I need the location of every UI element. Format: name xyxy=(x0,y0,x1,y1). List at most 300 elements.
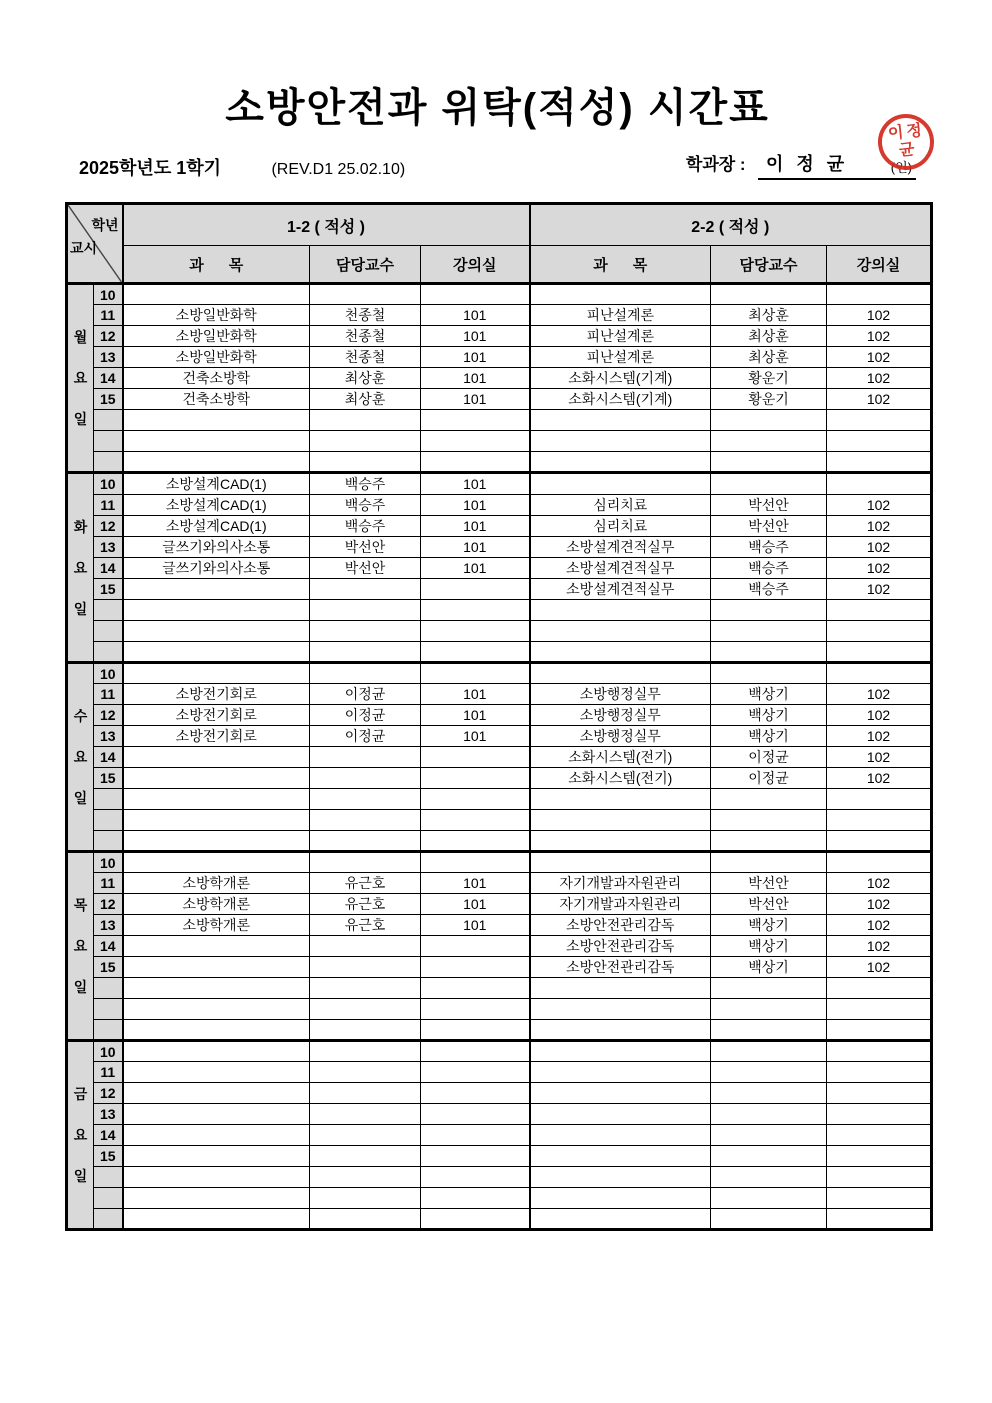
corner-cell xyxy=(67,204,123,284)
timetable xyxy=(65,202,933,1231)
professor-1-2 xyxy=(310,1104,421,1125)
day-char: 목 xyxy=(73,897,88,913)
professor-2-2 xyxy=(711,1062,827,1083)
day-label xyxy=(67,663,94,852)
subject-2-2: 소방설계견적실무 xyxy=(530,579,711,600)
subject-2-2 xyxy=(530,473,711,495)
professor-1-2 xyxy=(310,957,421,978)
period-cell: 12 xyxy=(94,326,123,347)
subject-1-2: 소방일반화학 xyxy=(123,305,310,326)
room-1-2 xyxy=(421,936,530,957)
period-cell xyxy=(94,1188,123,1209)
professor-1-2: 유근호 xyxy=(310,915,421,936)
professor-1-2 xyxy=(310,431,421,452)
seal-char: 정 xyxy=(905,122,923,142)
professor-1-2 xyxy=(310,1062,421,1083)
schedule-row xyxy=(67,305,932,326)
subject-1-2: 소방학개론 xyxy=(123,873,310,894)
professor-2-2: 박선안 xyxy=(711,894,827,915)
revision-label: (REV.D1 25.02.10) xyxy=(271,161,406,178)
room-1-2 xyxy=(421,284,530,305)
professor-2-2: 최상훈 xyxy=(711,305,827,326)
group-header-2-2: 2-2 ( 적성 ) xyxy=(530,204,932,246)
professor-2-2 xyxy=(711,452,827,473)
period-cell: 13 xyxy=(94,915,123,936)
room-1-2 xyxy=(421,642,530,663)
col-header-room-2: 강의실 xyxy=(827,246,932,284)
subject-2-2 xyxy=(530,642,711,663)
room-1-2 xyxy=(421,1104,530,1125)
period-cell xyxy=(94,810,123,831)
day-char: 일 xyxy=(73,1168,88,1184)
room-2-2: 102 xyxy=(827,516,932,537)
professor-2-2: 박선안 xyxy=(711,516,827,537)
subject-2-2 xyxy=(530,431,711,452)
period-cell: 15 xyxy=(94,579,123,600)
professor-2-2 xyxy=(711,978,827,999)
subject-1-2 xyxy=(123,1020,310,1041)
schedule-row xyxy=(67,452,932,473)
period-cell: 15 xyxy=(94,768,123,789)
schedule-row xyxy=(67,789,932,810)
schedule-row xyxy=(67,495,932,516)
schedule-row xyxy=(67,936,932,957)
schedule-row xyxy=(67,831,932,852)
professor-1-2 xyxy=(310,621,421,642)
professor-1-2 xyxy=(310,1020,421,1041)
subject-1-2 xyxy=(123,1125,310,1146)
col-header-subject-2: 과 목 xyxy=(530,246,711,284)
schedule-row xyxy=(67,1041,932,1062)
room-1-2 xyxy=(421,1083,530,1104)
subject-2-2 xyxy=(530,1041,711,1062)
room-2-2 xyxy=(827,789,932,810)
subject-1-2: 건축소방학 xyxy=(123,368,310,389)
day-label xyxy=(67,284,94,473)
room-1-2: 101 xyxy=(421,368,530,389)
subject-1-2: 소방설계CAD(1) xyxy=(123,473,310,495)
professor-1-2 xyxy=(310,978,421,999)
room-1-2: 101 xyxy=(421,305,530,326)
subject-2-2: 소방행정실무 xyxy=(530,684,711,705)
professor-2-2: 백상기 xyxy=(711,705,827,726)
room-2-2 xyxy=(827,284,932,305)
professor-1-2 xyxy=(310,1167,421,1188)
day-label xyxy=(67,852,94,1041)
room-2-2 xyxy=(827,621,932,642)
day-char: 요 xyxy=(73,938,88,954)
period-cell: 10 xyxy=(94,1041,123,1062)
period-cell xyxy=(94,999,123,1020)
professor-2-2 xyxy=(711,831,827,852)
subject-2-2 xyxy=(530,789,711,810)
subject-2-2 xyxy=(530,831,711,852)
room-1-2: 101 xyxy=(421,684,530,705)
subject-2-2 xyxy=(530,452,711,473)
subject-1-2: 소방전기회로 xyxy=(123,726,310,747)
schedule-row xyxy=(67,684,932,705)
page-title: 소방안전과 위탁(적성) 시간표 xyxy=(225,86,770,130)
subject-2-2: 심리치료 xyxy=(530,495,711,516)
room-2-2: 102 xyxy=(827,957,932,978)
period-cell: 14 xyxy=(94,558,123,579)
room-2-2 xyxy=(827,410,932,431)
subject-1-2 xyxy=(123,663,310,684)
professor-2-2 xyxy=(711,621,827,642)
professor-1-2 xyxy=(310,452,421,473)
professor-1-2: 이정균 xyxy=(310,726,421,747)
schedule-row xyxy=(67,473,932,495)
professor-2-2: 백상기 xyxy=(711,957,827,978)
schedule-row xyxy=(67,600,932,621)
room-2-2 xyxy=(827,1083,932,1104)
subject-2-2: 소화시스템(기계) xyxy=(530,368,711,389)
schedule-row xyxy=(67,957,932,978)
room-2-2: 102 xyxy=(827,873,932,894)
period-cell: 10 xyxy=(94,852,123,873)
professor-2-2: 최상훈 xyxy=(711,326,827,347)
subject-2-2 xyxy=(530,1125,711,1146)
subject-2-2: 심리치료 xyxy=(530,516,711,537)
room-1-2: 101 xyxy=(421,473,530,495)
professor-2-2: 백상기 xyxy=(711,684,827,705)
period-cell: 12 xyxy=(94,705,123,726)
corner-period-label: 교시 xyxy=(70,240,98,256)
professor-1-2 xyxy=(310,663,421,684)
schedule-row xyxy=(67,1104,932,1125)
room-1-2: 101 xyxy=(421,495,530,516)
room-2-2: 102 xyxy=(827,368,932,389)
room-1-2 xyxy=(421,1020,530,1041)
subject-1-2 xyxy=(123,1062,310,1083)
day-char: 요 xyxy=(73,559,88,576)
professor-2-2 xyxy=(711,1188,827,1209)
subject-1-2 xyxy=(123,978,310,999)
schedule-body xyxy=(67,284,932,1230)
professor-1-2 xyxy=(310,999,421,1020)
professor-1-2 xyxy=(310,1083,421,1104)
seal-char: 이 xyxy=(887,124,905,144)
day-char: 수 xyxy=(73,708,88,724)
room-2-2 xyxy=(827,999,932,1020)
room-2-2: 102 xyxy=(827,558,932,579)
schedule-row xyxy=(67,852,932,873)
period-cell: 12 xyxy=(94,1083,123,1104)
subject-2-2 xyxy=(530,1020,711,1041)
schedule-row xyxy=(67,978,932,999)
room-1-2 xyxy=(421,1125,530,1146)
period-cell: 11 xyxy=(94,873,123,894)
professor-2-2: 박선안 xyxy=(711,873,827,894)
professor-2-2 xyxy=(711,1104,827,1125)
subject-1-2: 글쓰기와의사소통 xyxy=(123,558,310,579)
room-1-2 xyxy=(421,768,530,789)
subject-1-2 xyxy=(123,999,310,1020)
schedule-row xyxy=(67,516,932,537)
schedule-row xyxy=(67,1062,932,1083)
day-char: 금 xyxy=(73,1086,88,1102)
room-2-2 xyxy=(827,810,932,831)
professor-2-2 xyxy=(711,663,827,684)
day-char: 일 xyxy=(73,411,88,427)
room-1-2 xyxy=(421,747,530,768)
period-cell xyxy=(94,600,123,621)
subject-2-2: 소방행정실무 xyxy=(530,726,711,747)
professor-1-2: 백승주 xyxy=(310,473,421,495)
schedule-row xyxy=(67,915,932,936)
professor-1-2 xyxy=(310,1188,421,1209)
professor-2-2 xyxy=(711,789,827,810)
subject-2-2 xyxy=(530,1104,711,1125)
professor-1-2: 백승주 xyxy=(310,516,421,537)
subject-1-2: 소방설계CAD(1) xyxy=(123,516,310,537)
subject-1-2: 글쓰기와의사소통 xyxy=(123,537,310,558)
professor-1-2: 천종철 xyxy=(310,347,421,368)
room-1-2 xyxy=(421,452,530,473)
period-cell: 11 xyxy=(94,684,123,705)
schedule-row xyxy=(67,747,932,768)
professor-1-2: 유근호 xyxy=(310,873,421,894)
room-1-2 xyxy=(421,852,530,873)
room-2-2 xyxy=(827,1104,932,1125)
professor-1-2 xyxy=(310,747,421,768)
room-2-2: 102 xyxy=(827,579,932,600)
room-1-2: 101 xyxy=(421,873,530,894)
room-2-2: 102 xyxy=(827,936,932,957)
professor-2-2 xyxy=(711,431,827,452)
room-1-2 xyxy=(421,663,530,684)
subject-2-2 xyxy=(530,1146,711,1167)
professor-1-2: 최상훈 xyxy=(310,389,421,410)
professor-1-2 xyxy=(310,1209,421,1230)
period-cell: 13 xyxy=(94,726,123,747)
subject-2-2 xyxy=(530,1083,711,1104)
period-cell: 13 xyxy=(94,537,123,558)
room-2-2: 102 xyxy=(827,768,932,789)
schedule-row xyxy=(67,347,932,368)
day-char: 월 xyxy=(73,329,88,345)
room-2-2: 102 xyxy=(827,495,932,516)
room-2-2: 102 xyxy=(827,326,932,347)
room-2-2 xyxy=(827,473,932,495)
subject-1-2: 소방학개론 xyxy=(123,915,310,936)
subject-2-2: 소화시스템(기계) xyxy=(530,389,711,410)
room-2-2 xyxy=(827,642,932,663)
seal-char: 균 xyxy=(898,141,916,160)
meta-row xyxy=(65,122,930,180)
room-1-2 xyxy=(421,999,530,1020)
subject-1-2 xyxy=(123,1083,310,1104)
period-cell: 13 xyxy=(94,347,123,368)
subject-1-2: 소방일반화학 xyxy=(123,326,310,347)
professor-1-2 xyxy=(310,936,421,957)
schedule-row xyxy=(67,284,932,305)
professor-1-2: 천종철 xyxy=(310,326,421,347)
subject-2-2: 소방행정실무 xyxy=(530,705,711,726)
professor-2-2 xyxy=(711,600,827,621)
professor-2-2: 백상기 xyxy=(711,915,827,936)
schedule-row xyxy=(67,1083,932,1104)
professor-1-2 xyxy=(310,831,421,852)
room-2-2 xyxy=(827,663,932,684)
subject-2-2 xyxy=(530,1062,711,1083)
subject-1-2 xyxy=(123,1209,310,1230)
subject-1-2 xyxy=(123,452,310,473)
professor-1-2: 백승주 xyxy=(310,495,421,516)
period-cell xyxy=(94,1020,123,1041)
room-2-2: 102 xyxy=(827,705,932,726)
subject-1-2: 소방일반화학 xyxy=(123,347,310,368)
period-cell: 12 xyxy=(94,516,123,537)
professor-2-2: 백상기 xyxy=(711,936,827,957)
schedule-row xyxy=(67,663,932,684)
professor-2-2: 이정균 xyxy=(711,768,827,789)
subject-2-2 xyxy=(530,621,711,642)
professor-1-2 xyxy=(310,852,421,873)
professor-1-2: 박선안 xyxy=(310,558,421,579)
room-2-2 xyxy=(827,1125,932,1146)
professor-2-2 xyxy=(711,1041,827,1062)
room-2-2: 102 xyxy=(827,915,932,936)
room-2-2: 102 xyxy=(827,537,932,558)
professor-1-2: 천종철 xyxy=(310,305,421,326)
professor-2-2 xyxy=(711,999,827,1020)
period-cell: 15 xyxy=(94,1146,123,1167)
period-cell: 14 xyxy=(94,1125,123,1146)
subject-1-2 xyxy=(123,579,310,600)
subject-1-2 xyxy=(123,1104,310,1125)
professor-2-2 xyxy=(711,642,827,663)
subject-2-2 xyxy=(530,663,711,684)
subject-1-2 xyxy=(123,810,310,831)
professor-2-2 xyxy=(711,1167,827,1188)
room-1-2 xyxy=(421,957,530,978)
subject-2-2 xyxy=(530,999,711,1020)
room-1-2: 101 xyxy=(421,326,530,347)
subject-2-2 xyxy=(530,284,711,305)
room-2-2: 102 xyxy=(827,894,932,915)
period-cell: 10 xyxy=(94,284,123,305)
room-1-2 xyxy=(421,1167,530,1188)
room-2-2: 102 xyxy=(827,726,932,747)
professor-1-2 xyxy=(310,789,421,810)
subject-1-2 xyxy=(123,284,310,305)
period-cell xyxy=(94,1167,123,1188)
room-2-2 xyxy=(827,1188,932,1209)
schedule-row xyxy=(67,579,932,600)
subject-1-2 xyxy=(123,768,310,789)
professor-1-2: 유근호 xyxy=(310,894,421,915)
professor-1-2: 최상훈 xyxy=(310,368,421,389)
room-2-2 xyxy=(827,1041,932,1062)
professor-1-2 xyxy=(310,642,421,663)
professor-1-2 xyxy=(310,600,421,621)
room-2-2 xyxy=(827,431,932,452)
schedule-row xyxy=(67,558,932,579)
subject-2-2: 자기개발과자원관리 xyxy=(530,873,711,894)
professor-1-2 xyxy=(310,579,421,600)
day-char: 요 xyxy=(73,749,88,765)
day-char: 일 xyxy=(73,979,88,995)
professor-2-2: 이정균 xyxy=(711,747,827,768)
schedule-row xyxy=(67,642,932,663)
period-cell xyxy=(94,452,123,473)
room-1-2: 101 xyxy=(421,347,530,368)
subject-2-2 xyxy=(530,852,711,873)
schedule-row xyxy=(67,1167,932,1188)
professor-2-2 xyxy=(711,1125,827,1146)
professor-2-2: 백승주 xyxy=(711,579,827,600)
meta-left xyxy=(65,154,405,180)
professor-1-2: 이정균 xyxy=(310,684,421,705)
period-cell: 14 xyxy=(94,936,123,957)
room-2-2 xyxy=(827,978,932,999)
period-cell xyxy=(94,431,123,452)
schedule-row xyxy=(67,1209,932,1230)
schedule-row xyxy=(67,1020,932,1041)
subject-1-2 xyxy=(123,600,310,621)
room-1-2: 101 xyxy=(421,894,530,915)
room-1-2 xyxy=(421,1062,530,1083)
subject-1-2 xyxy=(123,957,310,978)
room-2-2: 102 xyxy=(827,305,932,326)
subject-1-2: 소방학개론 xyxy=(123,894,310,915)
room-1-2 xyxy=(421,789,530,810)
professor-2-2: 최상훈 xyxy=(711,347,827,368)
room-1-2 xyxy=(421,831,530,852)
schedule-row xyxy=(67,999,932,1020)
schedule-row xyxy=(67,537,932,558)
professor-1-2 xyxy=(310,1125,421,1146)
schedule-row xyxy=(67,768,932,789)
subject-2-2 xyxy=(530,1188,711,1209)
day-char: 요 xyxy=(73,1127,88,1143)
subject-1-2 xyxy=(123,1188,310,1209)
professor-1-2 xyxy=(310,284,421,305)
subject-2-2: 소방안전관리감독 xyxy=(530,936,711,957)
room-1-2: 101 xyxy=(421,705,530,726)
professor-2-2 xyxy=(711,1209,827,1230)
period-cell xyxy=(94,831,123,852)
period-cell xyxy=(94,978,123,999)
subject-1-2 xyxy=(123,410,310,431)
corner-grade-label: 학년 xyxy=(91,217,119,233)
subject-1-2: 건축소방학 xyxy=(123,389,310,410)
header-group-row xyxy=(67,204,932,246)
professor-1-2: 박선안 xyxy=(310,537,421,558)
day-label xyxy=(67,1041,94,1230)
room-1-2 xyxy=(421,978,530,999)
subject-1-2 xyxy=(123,831,310,852)
schedule-row xyxy=(67,894,932,915)
period-cell: 11 xyxy=(94,495,123,516)
room-1-2 xyxy=(421,579,530,600)
subject-1-2 xyxy=(123,1167,310,1188)
schedule-row xyxy=(67,1146,932,1167)
schedule-row xyxy=(67,368,932,389)
subject-1-2 xyxy=(123,936,310,957)
subject-1-2 xyxy=(123,642,310,663)
room-2-2 xyxy=(827,1209,932,1230)
day-char: 일 xyxy=(73,790,88,806)
schedule-row xyxy=(67,705,932,726)
room-2-2 xyxy=(827,852,932,873)
room-2-2 xyxy=(827,1062,932,1083)
schedule-row xyxy=(67,726,932,747)
professor-1-2 xyxy=(310,1041,421,1062)
group-header-1-2: 1-2 ( 적성 ) xyxy=(123,204,530,246)
professor-2-2 xyxy=(711,410,827,431)
